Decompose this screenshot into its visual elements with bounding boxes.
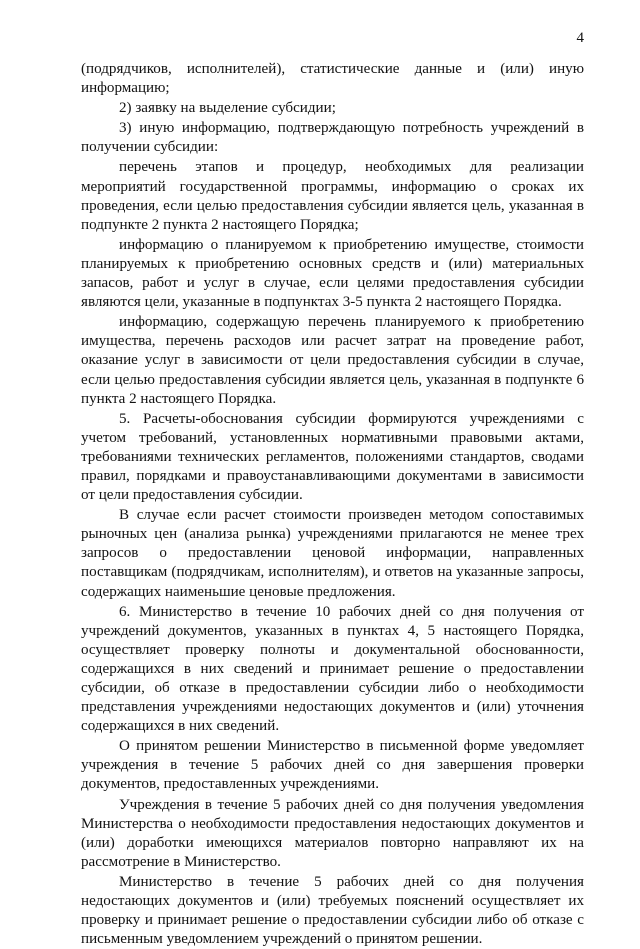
paragraph-11: Учреждения в течение 5 рабочих дней со дня получения уведомления Министерства о необходимости предоставления недостающих документов и (или) доработки имеющихся материалов повторно направляют их на рассмотрение в Министерство. xyxy=(81,796,584,870)
paragraph-9: 6. Министерство в течение 10 рабочих дней со дня получения от учреждений документов, указанных в пунктах 4, 5 настоящего Порядка, осуществляет проверку полноты и документальной обоснованности, содержащихся в них сведений и принимает решение о предоставлении субсидии, об отказе в предоставлении субсидии либо о необходимости представления учреждениями недостающих документов и (или) уточнения содержащихся в них сведений. xyxy=(81,603,584,735)
paragraph-10: О принятом решении Министерство в письменной форме уведомляет учреждения в течение 5 рабочих дней со дня завершения проверки документов, предоставленных учреждениями. xyxy=(81,738,584,793)
paragraph-4: перечень этапов и процедур, необходимых для реализации мероприятий государственной программы, информацию о сроках их проведения, если целью предоставления субсидии является цель, указанная в подпункте 2 пункта 2 настоящего Порядка; xyxy=(81,159,584,233)
page-number: 4 xyxy=(576,30,584,46)
paragraph-7: 5. Расчеты-обоснования субсидии формируются учреждениями с учетом требований, установленных нормативными правовыми актами, требованиями технических регламентов, положениями стандартов, сводами правил, порядками и правоустанавливающими документами в зависимости от цели предоставления субсидии. xyxy=(81,410,584,504)
paragraph-3: 3) иную информацию, подтверждающую потребность учреждений в получении субсидии: xyxy=(81,120,584,156)
paragraph-2: 2) заявку на выделение субсидии; xyxy=(119,100,336,117)
paragraph-12: Министерство в течение 5 рабочих дней со дня получения недостающих документов и (или) требуемых пояснений осуществляет их проверку и принимает решение о предоставлении субсидии либо об отказе с письменным уведомлением учреждений о принятом решении. xyxy=(81,873,584,948)
paragraph-5: информацию о планируемом к приобретению имуществе, стоимости планируемых к приобретению основных средств и (или) материальных запасов, работ и услуг в случае, если целями предоставления субсидии являются цели, указанные в подпунктах 3-5 пункта 2 настоящего Порядка. xyxy=(81,236,584,311)
paragraph-8: В случае если расчет стоимости произведен методом сопоставимых рыночных цен (анализа рынка) учреждениями прилагаются не менее трех запросов о предоставлении ценовой информации, направленных поставщикам (подрядчикам, исполнителям), и ответов на указанные запросы, содержащих наименьшие ценовые предложения. xyxy=(81,507,584,600)
paragraph-1: (подрядчиков, исполнителей), статистические данные и (или) иную информацию; xyxy=(81,61,584,97)
paragraph-6: информацию, содержащую перечень планируемого к приобретению имущества, перечень расходов или расчет затрат на проведение работ, оказание услуг в зависимости от цели предоставления субсидии в случае, если целью предоставления субсидии является цель, указанная в подпункте 6 пункта 2 настоящего Порядка. xyxy=(81,314,584,407)
